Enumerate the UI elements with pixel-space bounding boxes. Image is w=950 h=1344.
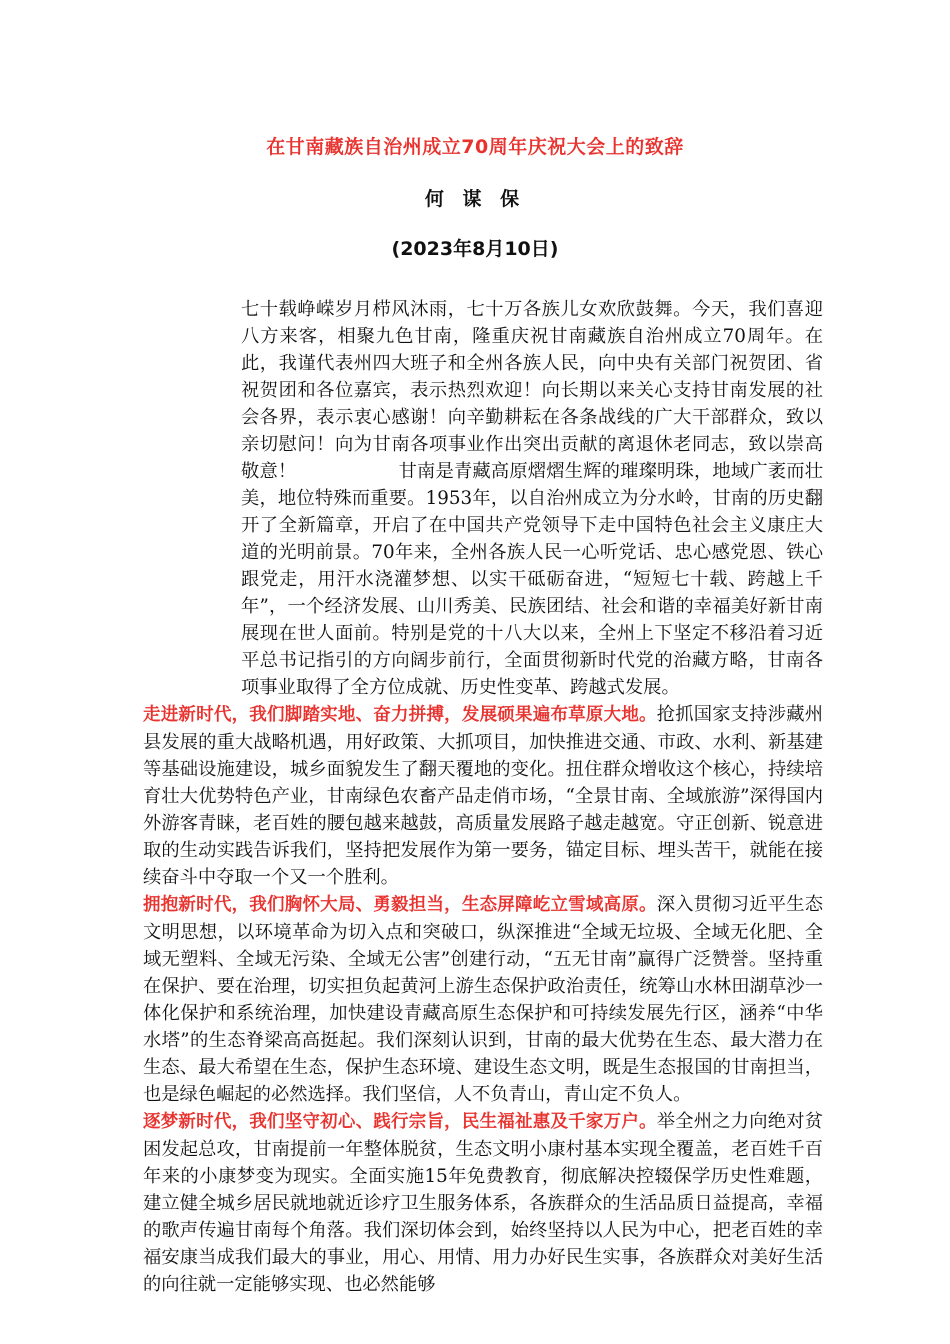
document-author: 何 谋 保: [424, 188, 526, 210]
section-3-paragraph: [143, 1108, 823, 1298]
section-1-paragraph: [143, 701, 823, 891]
section-2-paragraph: [143, 891, 823, 1108]
document-date: (2023年8月10日): [391, 238, 559, 260]
section-1-body: 抢抓国家支持涉藏州县发展的重大战略机遇，用好政策、大抓项目，加快推进交通、市政、水利、新基建等基础设施建设，城乡面貌发生了翻天覆地的变化。扭住群众增收这个核心，持续培育壮大优势特色产业，甘南绿色农畜产品走俏市场，“全景甘南、全域旅游”深得国内外游客青睐，老百姓的腰包越来越鼓，高质量发展路子越走越宽。守正创新、锐意进取的生动实践告诉我们，坚持把发展作为第一要务，锚定目标、埋头苦干，就能在接续奋斗中夺取一个又一个胜利。: [143, 704, 824, 888]
section-1-lead: 走进新时代，我们脚踏实地、奋力拼搏，发展硕果遍布草原大地。: [143, 705, 657, 725]
document-title: 在甘南藏族自治州成立70周年庆祝大会上的致辞: [266, 136, 684, 158]
section-3-lead: 逐梦新时代，我们坚守初心、践行宗旨，民生福祉惠及千家万户。: [143, 1112, 657, 1132]
document-body: [143, 296, 823, 1298]
section-2-lead: 拥抱新时代，我们胸怀大局、勇毅担当，生态屏障屹立雪域高原。: [143, 895, 657, 915]
intro-paragraph-1: 七十载峥嵘岁月栉风沐雨，七十万各族儿女欢欣鼓舞。今天，我们喜迎八方来客，相聚九色甘南，隆重庆祝甘南藏族自治州成立70周年。在此，我谨代表州四大班子和全州各族人民，向中央有关部门祝贺团、省祝贺团和各位嘉宾，表示热烈欢迎！向长期以来关心支持甘南发展的社会各界，表示衷心感谢！向辛勤耕耘在各条战线的广大干部群众，致以亲切慰问！向为甘南各项事业作出突出贡献的离退休老同志，致以崇高敬意！: [241, 299, 823, 482]
intro-paragraph-2: 甘南是青藏高原熠熠生辉的璀璨明珠，地域广袤而壮美，地位特殊而重要。1953年，以自治州成立为分水岭，甘南的历史翻开了全新篇章，开启了在中国共产党领导下走中国特色社会主义康庄大道的光明前景。70年来，全州各族人民一心听党话、忠心感党恩、铁心跟党走，用汗水浇灌梦想、以实干砥砺奋进，“短短七十载、跨越上千年”，一个经济发展、山川秀美、民族团结、社会和谐的幸福美好新甘南展现在世人面前。特别是党的十八大以来，全州上下坚定不移沿着习近平总书记指引的方向阔步前行，全面贯彻新时代党的治藏方略，甘南各项事业取得了全方位成就、历史性变革、跨越式发展。: [241, 461, 824, 698]
section-3-body: 举全州之力向绝对贫困发起总攻，甘南提前一年整体脱贫，生态文明小康村基本实现全覆盖，老百姓千百年来的小康梦变为现实。全面实施15年免费教育，彻底解决控辍保学历史性难题，建立健全城乡居民就地就近诊疗卫生服务体系，各族群众的生活品质日益提高，幸福的歌声传遍甘南每个角落。我们深切体会到，始终坚持以人民为中心，把老百姓的幸福安康当成我们最大的事业，用心、用情、用力办好民生实事，各族群众对美好生活的向往就一定能够实现、也必然能够: [143, 1111, 824, 1295]
section-2-body: 深入贯彻习近平生态文明思想，以环境革命为切入点和突破口，纵深推进“全域无垃圾、全域无化肥、全域无塑料、全域无污染、全域无公害”创建行动，“五无甘南”赢得广泛赞誉。坚持重在保护、要在治理，切实担负起黄河上游生态保护政治责任，统筹山水林田湖草沙一体化保护和系统治理，加快建设青藏高原生态保护和可持续发展先行区，涵养“中华水塔”的生态脊梁高高挺起。我们深刻认识到，甘南的最大优势在生态、最大潜力在生态、最大希望在生态，保护生态环境、建设生态文明，既是生态报国的甘南担当，也是绿色崛起的必然选择。我们坚信，人不负青山，青山定不负人。: [143, 894, 824, 1105]
intro-paragraph: [143, 296, 823, 701]
